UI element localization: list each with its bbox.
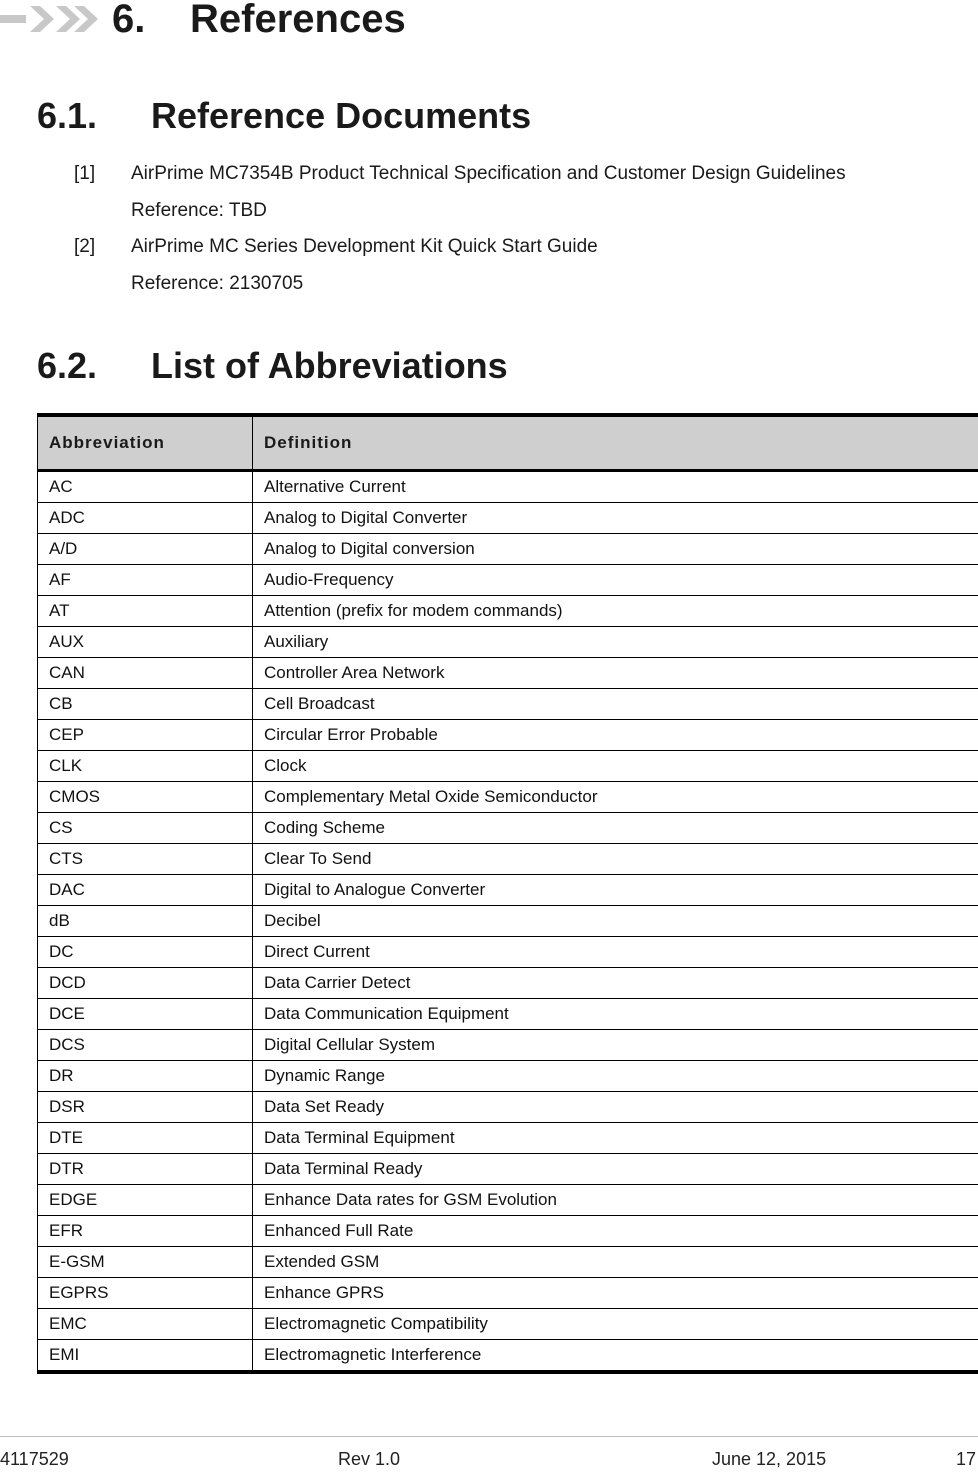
abbreviation-cell: DSR <box>38 1092 253 1123</box>
reference-title: AirPrime MC7354B Product Technical Specification and Customer Design Guidelines <box>131 163 846 184</box>
abbreviation-cell: CMOS <box>38 782 253 813</box>
abbreviation-cell: DC <box>38 937 253 968</box>
abbreviation-cell: AUX <box>38 627 253 658</box>
abbreviations-table <box>37 413 978 1374</box>
table-row <box>38 906 978 937</box>
definition-cell: Decibel <box>253 906 978 937</box>
reference-index: [1] <box>74 163 96 184</box>
abbreviation-cell: EMC <box>38 1309 253 1340</box>
definition-cell: Data Carrier Detect <box>253 968 978 999</box>
table-row <box>38 503 978 534</box>
table-row <box>38 1216 978 1247</box>
reference-number: Reference: 2130705 <box>131 273 304 294</box>
table-row <box>38 782 978 813</box>
definition-cell: Enhance GPRS <box>253 1278 978 1309</box>
definition-cell: Alternative Current <box>253 471 978 503</box>
column-header-definition: Definition <box>253 415 978 471</box>
double-chevron-arrow-icon <box>0 2 104 36</box>
abbreviation-cell: EDGE <box>38 1185 253 1216</box>
table-row <box>38 1092 978 1123</box>
definition-cell: Dynamic Range <box>253 1061 978 1092</box>
abbreviation-cell: DCD <box>38 968 253 999</box>
definition-cell: Analog to Digital conversion <box>253 534 978 565</box>
abbreviation-cell: AC <box>38 471 253 503</box>
table-row <box>38 658 978 689</box>
table-row <box>38 1185 978 1216</box>
definition-cell: Circular Error Probable <box>253 720 978 751</box>
definition-cell: Auxiliary <box>253 627 978 658</box>
definition-cell: Attention (prefix for modem commands) <box>253 596 978 627</box>
table-row <box>38 565 978 596</box>
section-number: 6.1. <box>37 95 98 136</box>
definition-cell: Electromagnetic Interference <box>253 1340 978 1373</box>
abbreviation-cell: DTR <box>38 1154 253 1185</box>
abbreviation-cell: AF <box>38 565 253 596</box>
column-header-abbreviation: Abbreviation <box>38 415 253 471</box>
table-row <box>38 968 978 999</box>
abbreviation-cell: EMI <box>38 1340 253 1373</box>
chapter-number: 6. <box>112 0 146 41</box>
section-title: List of Abbreviations <box>151 345 508 386</box>
table-row <box>38 999 978 1030</box>
definition-cell: Digital to Analogue Converter <box>253 875 978 906</box>
abbreviation-cell: CS <box>38 813 253 844</box>
footer-date: June 12, 2015 <box>712 1449 827 1469</box>
abbreviation-cell: CTS <box>38 844 253 875</box>
definition-cell: Data Terminal Equipment <box>253 1123 978 1154</box>
chapter-heading <box>112 0 406 42</box>
table-row <box>38 751 978 782</box>
table-row <box>38 1340 978 1373</box>
abbreviation-cell: CEP <box>38 720 253 751</box>
section-heading-abbreviations <box>37 345 508 387</box>
definition-cell: Enhanced Full Rate <box>253 1216 978 1247</box>
abbreviation-cell: EFR <box>38 1216 253 1247</box>
definition-cell: Clear To Send <box>253 844 978 875</box>
definition-cell: Data Set Ready <box>253 1092 978 1123</box>
table-row <box>38 1278 978 1309</box>
reference-index: [2] <box>74 236 96 257</box>
abbreviation-cell: CAN <box>38 658 253 689</box>
definition-cell: Enhance Data rates for GSM Evolution <box>253 1185 978 1216</box>
abbreviation-cell: E-GSM <box>38 1247 253 1278</box>
section-number: 6.2. <box>37 345 98 386</box>
table-row <box>38 1247 978 1278</box>
definition-cell: Controller Area Network <box>253 658 978 689</box>
definition-cell: Cell Broadcast <box>253 689 978 720</box>
table-row <box>38 875 978 906</box>
abbreviation-cell: DCE <box>38 999 253 1030</box>
definition-cell: Complementary Metal Oxide Semiconductor <box>253 782 978 813</box>
abbreviation-cell: DTE <box>38 1123 253 1154</box>
section-title: Reference Documents <box>151 95 532 136</box>
table-row <box>38 844 978 875</box>
section-heading-reference-documents <box>37 95 531 137</box>
abbreviation-cell: ADC <box>38 503 253 534</box>
footer-doc-number: 4117529 <box>0 1449 69 1469</box>
table-row <box>38 689 978 720</box>
abbreviation-cell: DCS <box>38 1030 253 1061</box>
footer-divider <box>0 1436 978 1437</box>
reference-title: AirPrime MC Series Development Kit Quick Start Guide <box>131 236 598 257</box>
table-row <box>38 471 978 503</box>
table-row <box>38 1030 978 1061</box>
table-row <box>38 1123 978 1154</box>
definition-cell: Electromagnetic Compatibility <box>253 1309 978 1340</box>
reference-number: Reference: TBD <box>131 200 267 221</box>
abbreviation-cell: DR <box>38 1061 253 1092</box>
definition-cell: Coding Scheme <box>253 813 978 844</box>
abbreviation-cell: DAC <box>38 875 253 906</box>
abbreviation-cell: dB <box>38 906 253 937</box>
table-body <box>38 471 978 1373</box>
abbreviation-cell: CB <box>38 689 253 720</box>
chapter-title: References <box>190 0 406 41</box>
abbreviation-cell: EGPRS <box>38 1278 253 1309</box>
definition-cell: Direct Current <box>253 937 978 968</box>
definition-cell: Digital Cellular System <box>253 1030 978 1061</box>
table-row <box>38 720 978 751</box>
footer-page-number: 17 <box>956 1449 977 1469</box>
definition-cell: Data Terminal Ready <box>253 1154 978 1185</box>
table-row <box>38 1154 978 1185</box>
table-row <box>38 1309 978 1340</box>
definition-cell: Data Communication Equipment <box>253 999 978 1030</box>
table-row <box>38 534 978 565</box>
abbreviation-cell: A/D <box>38 534 253 565</box>
definition-cell: Analog to Digital Converter <box>253 503 978 534</box>
table-row <box>38 937 978 968</box>
table-row <box>38 813 978 844</box>
table-row <box>38 596 978 627</box>
definition-cell: Clock <box>253 751 978 782</box>
abbreviation-cell: AT <box>38 596 253 627</box>
table-header-row <box>38 415 978 471</box>
table-row <box>38 627 978 658</box>
definition-cell: Extended GSM <box>253 1247 978 1278</box>
abbreviation-cell: CLK <box>38 751 253 782</box>
table-row <box>38 1061 978 1092</box>
definition-cell: Audio-Frequency <box>253 565 978 596</box>
footer-revision: Rev 1.0 <box>338 1449 401 1469</box>
